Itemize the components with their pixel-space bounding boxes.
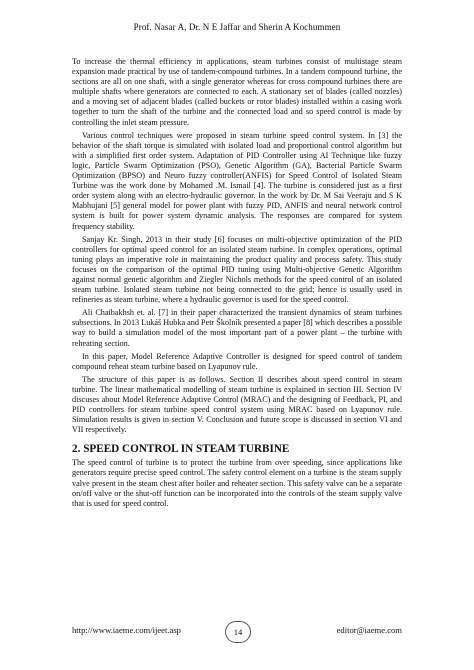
page-number-badge: 14 — [225, 621, 251, 643]
paragraph-this-paper: In this paper, Model Reference Adaptive Controller is designed for speed control of tandem compound reheat steam turbine based on Lyapunov rule. — [72, 351, 402, 371]
paragraph-structure: The structure of this paper is as follows. Section II describes about speed control in steam turbine. The linear mathematical modelling of steam turbine is explained in section III. Section IV discuses about Model Reference Adaptive Control (MRAC) and the designing of Feedback, PI, and PID controllers for steam turbine speed control system using MRAC based on Lyapunov rule. Simulation results is given in section V. Conclusion and future scope is discussed in section VI and VII respectively. — [72, 374, 402, 435]
paragraph-singh-study: Sanjay Kr. Singh, 2013 in their study [6] focuses on multi-objective optimization of the PID controllers for optimal speed control for an isolated steam turbine. In complex operations, optimal tuning plays an imperative role in maintaining the product quality and process safety. This study focuses on the comparison of the optimal PID tuning using Multi-objective Genetic Algorithm against normal genetic algorithm and Ziegler Nichols methods for the speed control of an isolated steam turbine. Isolated steam turbine not being connected to the grid; hence is usually used in refineries as steam turbine, where a hydraulic governor is used for the speed control. — [72, 234, 402, 305]
footer-email-link[interactable]: editor@iaeme.com — [336, 625, 402, 635]
section-heading-speed-control: 2. SPEED CONTROL IN STEAM TURBINE — [72, 443, 290, 456]
paragraph-speed-control: The speed control of turbine is to protect the turbine from over speeding, since applications like generators require precise speed control. The safety control element on a turbine is the steam supply valve present in the steam chest after boiler and reheater section. This safety valve can be a separate on/off valve or the shut-off function can be incorporated into the controls of the steam supply valve that is used for speed control. — [72, 458, 402, 508]
footer-url-link[interactable]: http://www.iaeme.com/ijeet.asp — [72, 625, 181, 635]
paragraph-intro-turbines: To increase the thermal efficiency in applications, steam turbines consist of multistage steam expansion made practical by use of tandem-compound turbines. In a tandem compound turbine, the sections are all on one shaft, with a single generator whereas for cross compound turbines there are multiple shafts where generators are connected to each. A stationary set of blades (called nozzles) and a moving set of adjacent blades (called buckets or rotor blades) installed within a casing work together to turn the shaft of the turbine and the connected load and so speed control is made by controlling the inlet steam pressure. — [72, 57, 402, 127]
paragraph-chaibakhsh: Ali Chaibakhsh et. al. [7] in their paper characterized the transient dynamics of steam turbines subsections. In 2013 Lukáš Hubka and Petr Školník presented a paper [8] which describes a possible way to build a simulation model of the most important part of a power plant – the turbine with reheating section. — [72, 308, 402, 348]
page-footer — [72, 621, 402, 643]
body-text — [72, 57, 402, 512]
paragraph-control-techniques: Various control techniques were proposed in steam turbine speed control system. In [3] the behavior of the shaft torque is simulated with isolated load and proportional control algorithm but with a simplified first order system. Adaptation of PID Controller using AI Technique like fuzzy logic, Particle Swarm Optimization (PSO), Genetic Algorithm (GA), Bacterial Particle Swarm Optimization (BPSO) and Neuro fuzzy controller(ANFIS) for Speed Control of Isolated Steam Turbine was the work done by Mohamed .M. Ismail [4]. The turbine is considered just as a first order system along with an electro-hydraulic governor. In the work by Dr. M Sai Veeraju and S K Mabhujani [5] general model for power plant with fuzzy PID, ANFIS and neural network control system is built for power system dynamic analysis. The responses are compared for system frequency stability. — [72, 130, 402, 231]
running-header-authors: Prof. Nasar A, Dr. N E Jaffar and Sherin A Kochummen — [133, 22, 341, 32]
